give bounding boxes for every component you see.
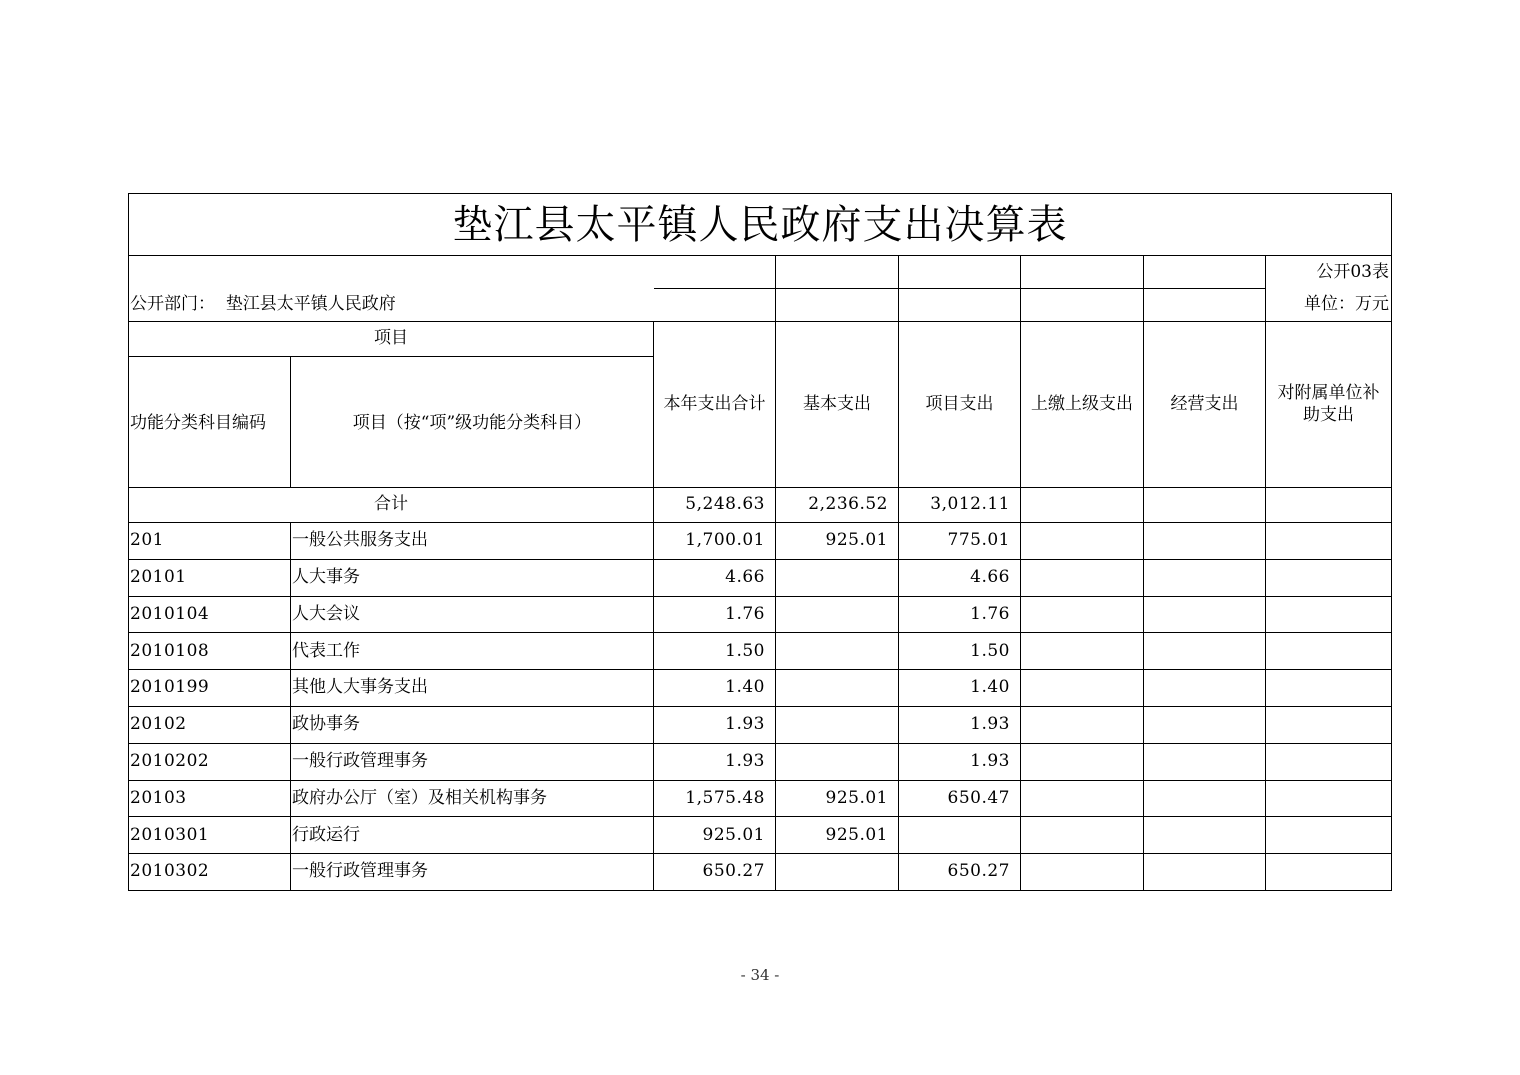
cell-name: 代表工作 <box>291 633 654 670</box>
department-info <box>129 289 654 322</box>
cell-code: 2010302 <box>129 854 291 891</box>
cell-business <box>1144 780 1266 817</box>
header-blank-cell <box>654 289 776 322</box>
cell-total: 1.50 <box>654 633 776 670</box>
cell-business <box>1144 596 1266 633</box>
cell-basic <box>776 706 899 743</box>
unit-label: 单位：万元 <box>1266 289 1392 322</box>
cell-upper <box>1021 523 1144 560</box>
header-blank-cell <box>899 256 1021 289</box>
cell-upper <box>1021 559 1144 596</box>
cell-code: 2010104 <box>129 596 291 633</box>
cell-business <box>1144 706 1266 743</box>
cell-code: 2010301 <box>129 817 291 854</box>
cell-basic <box>776 633 899 670</box>
cell-basic <box>776 596 899 633</box>
cell-code: 2010108 <box>129 633 291 670</box>
cell-name: 一般公共服务支出 <box>291 523 654 560</box>
cell-project: 1.40 <box>899 670 1021 707</box>
header-basic: 基本支出 <box>776 322 899 488</box>
header-upper: 上缴上级支出 <box>1021 322 1144 488</box>
table-body <box>129 523 1392 891</box>
cell-basic: 925.01 <box>776 523 899 560</box>
cell-basic <box>776 854 899 891</box>
cell-upper <box>1021 817 1144 854</box>
cell-name: 行政运行 <box>291 817 654 854</box>
header-blank-cell <box>776 289 899 322</box>
table-row <box>129 817 1392 854</box>
cell-basic <box>776 559 899 596</box>
cell-project <box>899 817 1021 854</box>
cell-subsidy <box>1266 780 1392 817</box>
cell-business <box>1144 854 1266 891</box>
cell-basic <box>776 743 899 780</box>
cell-project: 650.27 <box>899 854 1021 891</box>
cell-basic: 925.01 <box>776 817 899 854</box>
cell-upper <box>1021 670 1144 707</box>
cell-project: 1.93 <box>899 743 1021 780</box>
cell-subsidy <box>1266 706 1392 743</box>
cell-total: 1,575.48 <box>654 780 776 817</box>
header-name: 项目（按“项”级功能分类科目） <box>291 357 654 488</box>
total-row-project: 3,012.11 <box>899 488 1021 523</box>
cell-total: 1.40 <box>654 670 776 707</box>
table-row <box>129 780 1392 817</box>
cell-project: 775.01 <box>899 523 1021 560</box>
cell-business <box>1144 670 1266 707</box>
cell-total: 1.76 <box>654 596 776 633</box>
cell-total: 1.93 <box>654 743 776 780</box>
header-business: 经营支出 <box>1144 322 1266 488</box>
header-blank <box>129 256 654 289</box>
cell-name: 一般行政管理事务 <box>291 854 654 891</box>
cell-name: 其他人大事务支出 <box>291 670 654 707</box>
header-code: 功能分类科目编码 <box>129 357 291 488</box>
table-row <box>129 633 1392 670</box>
header-subsidy: 对附属单位补助支出 <box>1266 322 1392 488</box>
cell-name: 政协事务 <box>291 706 654 743</box>
cell-upper <box>1021 596 1144 633</box>
cell-total: 4.66 <box>654 559 776 596</box>
header-blank-cell <box>899 289 1021 322</box>
header-blank-cell <box>1144 256 1266 289</box>
cell-total: 1.93 <box>654 706 776 743</box>
page-number: - 34 - <box>740 966 780 984</box>
total-row-label: 合计 <box>129 488 654 523</box>
table-row <box>129 854 1392 891</box>
header-project: 项目支出 <box>899 322 1021 488</box>
cell-subsidy <box>1266 596 1392 633</box>
total-row-business <box>1144 488 1266 523</box>
cell-total: 925.01 <box>654 817 776 854</box>
cell-basic <box>776 670 899 707</box>
cell-code: 20103 <box>129 780 291 817</box>
header-item-group: 项目 <box>129 322 654 357</box>
table-number: 公开03表 <box>1266 256 1392 289</box>
table-row <box>129 596 1392 633</box>
table-row <box>129 523 1392 560</box>
cell-subsidy <box>1266 523 1392 560</box>
header-blank-cell <box>776 256 899 289</box>
department-label: 公开部门： <box>130 294 215 315</box>
cell-subsidy <box>1266 817 1392 854</box>
cell-code: 201 <box>129 523 291 560</box>
cell-project: 1.93 <box>899 706 1021 743</box>
cell-subsidy <box>1266 559 1392 596</box>
cell-project: 650.47 <box>899 780 1021 817</box>
cell-upper <box>1021 780 1144 817</box>
table-row <box>129 559 1392 596</box>
cell-name: 政府办公厅（室）及相关机构事务 <box>291 780 654 817</box>
total-row-subsidy <box>1266 488 1392 523</box>
header-blank-cell <box>1021 289 1144 322</box>
table-row <box>129 670 1392 707</box>
expenditure-table <box>128 193 1392 891</box>
cell-name: 人大会议 <box>291 596 654 633</box>
cell-subsidy <box>1266 854 1392 891</box>
table-row <box>129 706 1392 743</box>
cell-total: 650.27 <box>654 854 776 891</box>
cell-code: 2010199 <box>129 670 291 707</box>
department-name: 垫江县太平镇人民政府 <box>225 294 396 315</box>
cell-name: 一般行政管理事务 <box>291 743 654 780</box>
cell-business <box>1144 559 1266 596</box>
total-row-basic: 2,236.52 <box>776 488 899 523</box>
cell-code: 20101 <box>129 559 291 596</box>
cell-business <box>1144 817 1266 854</box>
total-row-total: 5,248.63 <box>654 488 776 523</box>
cell-code: 20102 <box>129 706 291 743</box>
header-blank-cell <box>1144 289 1266 322</box>
cell-subsidy <box>1266 633 1392 670</box>
cell-total: 1,700.01 <box>654 523 776 560</box>
cell-project: 1.50 <box>899 633 1021 670</box>
cell-business <box>1144 743 1266 780</box>
cell-basic: 925.01 <box>776 780 899 817</box>
cell-upper <box>1021 633 1144 670</box>
table-title: 垫江县太平镇人民政府支出决算表 <box>129 194 1392 256</box>
header-blank-cell <box>1021 256 1144 289</box>
cell-project: 1.76 <box>899 596 1021 633</box>
cell-business <box>1144 633 1266 670</box>
cell-business <box>1144 523 1266 560</box>
cell-subsidy <box>1266 670 1392 707</box>
cell-upper <box>1021 854 1144 891</box>
cell-project: 4.66 <box>899 559 1021 596</box>
cell-upper <box>1021 743 1144 780</box>
header-total: 本年支出合计 <box>654 322 776 488</box>
cell-name: 人大事务 <box>291 559 654 596</box>
header-blank-cell <box>654 256 776 289</box>
cell-upper <box>1021 706 1144 743</box>
table-row <box>129 743 1392 780</box>
cell-code: 2010202 <box>129 743 291 780</box>
cell-subsidy <box>1266 743 1392 780</box>
total-row-upper <box>1021 488 1144 523</box>
